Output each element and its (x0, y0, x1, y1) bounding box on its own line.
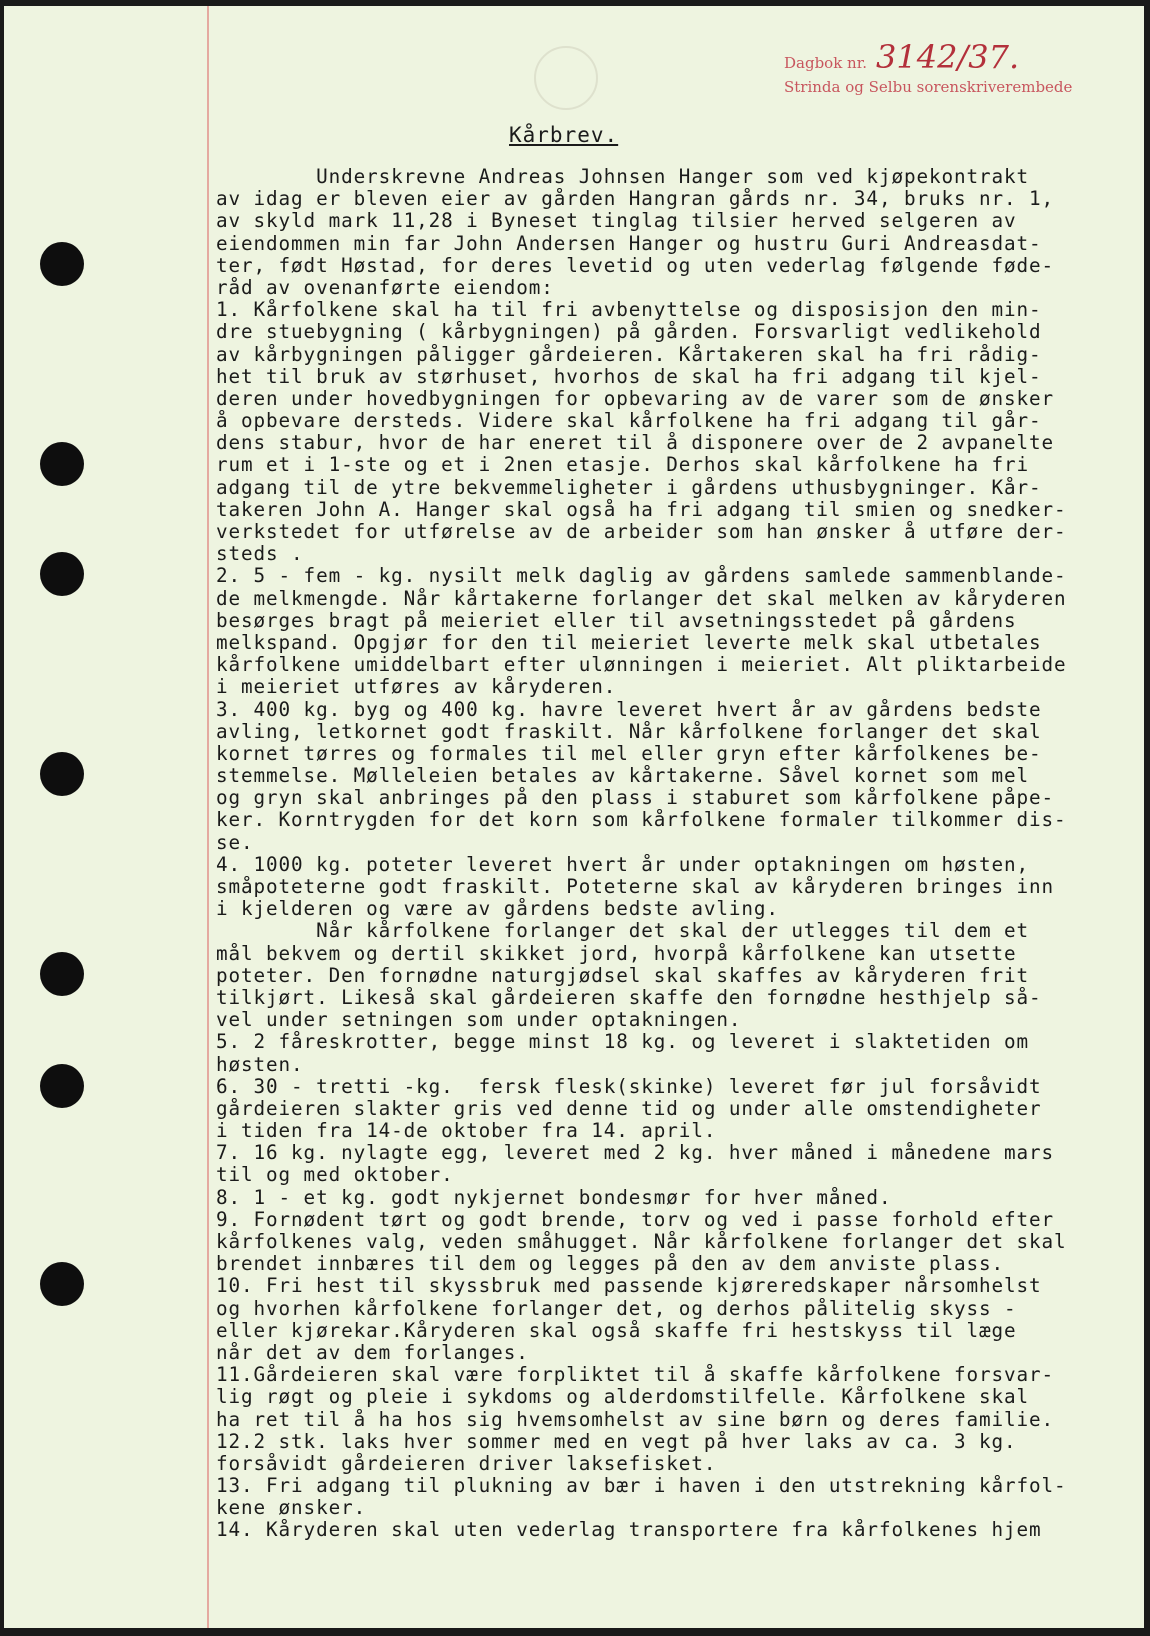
text-line: se. (216, 831, 254, 854)
text-line: brendet innbæres til dem og legges på den av dem anviste plass. (216, 1253, 1005, 1276)
text-line: melkspand. Opgjør for den til meieriet leverte melk skal utbetales (216, 631, 1042, 654)
binder-hole (40, 1262, 84, 1306)
binder-hole (40, 442, 84, 486)
text-line: adgang til de ytre bekvemmeligheter i gårdens uthusbygninger. Kår- (216, 476, 1042, 499)
text-line: småpoteterne godt fraskilt. Poteterne skal av kåryderen bringes inn (216, 876, 1055, 898)
stamp-office: Strinda og Selbu sorenskriverembede (784, 78, 1073, 96)
text-line: Underskrevne Andreas Johnsen Hanger som ved kjøpekontrakt (216, 166, 1030, 188)
text-line: og hvorhen kårfolkene forlanger det, og derhos pålitelig skyss - (216, 1297, 1017, 1320)
text-line: de melkmengde. Når kårtakerne forlanger det skal melken av kåryderen (216, 587, 1067, 610)
text-line: besørges bragt på meieriet eller til avsetningsstedet på gårdens (216, 609, 1017, 632)
text-line: het til bruk av størhuset, hvorhos de skal ha fri adgang til kjel- (216, 365, 1042, 388)
margin-rule (207, 6, 209, 1628)
binder-hole (40, 952, 84, 996)
text-line: råd av ovenanførte eiendom: (216, 276, 554, 299)
text-line: rum et i 1-ste og et i 2nen etasje. Derhos skal kårfolkene ha fri (216, 454, 1030, 477)
text-line: 2. 5 - fem - kg. nysilt melk daglig av gårdens samlede sammenblande- (216, 565, 1067, 588)
text-line: 4. 1000 kg. poteter leveret hvert år under optakningen om høsten, (216, 853, 1030, 876)
text-line: i tiden fra 14-de oktober fra 14. april. (216, 1120, 717, 1143)
text-line: eiendommen min far John Andersen Hanger og hustru Guri Andreasdat- (216, 232, 1042, 255)
document-body (216, 166, 1144, 1542)
stamp-journal-prefix: Dagbok nr. (784, 54, 868, 72)
text-line: 3. 400 kg. byg og 400 kg. havre leveret hvert år av gårdens bedste (216, 698, 1042, 721)
text-line: 1. Kårfolkene skal ha til fri avbenyttelse og disposisjon den min- (216, 299, 1042, 322)
binder-hole (40, 242, 84, 286)
text-line: dens stabur, hvor de har eneret til å disponere over de 2 avpanelte (216, 432, 1055, 455)
document-page (4, 6, 1144, 1628)
text-line: stemmelse. Mølleleien betales av kårtakerne. Såvel kornet som mel (216, 765, 1030, 788)
text-line: 7. 16 kg. nylagte egg, leveret med 2 kg. hver måned i månedene mars (216, 1142, 1055, 1165)
text-line: forsåvidt gårdeieren driver laksefisket. (216, 1452, 717, 1475)
text-line: avling, letkornet godt fraskilt. Når kårfolkene forlanger det skal (216, 720, 1042, 743)
binder-hole (40, 1064, 84, 1108)
text-line: verkstedet for utførelse av de arbeider som han ønsker å utføre der- (216, 521, 1067, 543)
text-line: 8. 1 - et kg. godt nykjernet bondesmør for hver måned. (216, 1186, 892, 1209)
text-line: poteter. Den fornødne naturgjødsel skal skaffes av kåryderen frit (216, 964, 1030, 987)
text-line: gårdeieren slakter gris ved denne tid og under alle omstendigheter (216, 1097, 1042, 1120)
text-line: deren under hovedbygningen for opbevaring av de varer som de ønsker (216, 387, 1055, 410)
text-line: 6. 30 - tretti -kg. fersk flesk(skinke) leveret før jul forsåvidt (216, 1075, 1042, 1098)
text-line: 11.Gårdeieren skal være forpliktet til å skaffe kårfolkene forsvar- (216, 1364, 1055, 1387)
text-line: i meieriet utføres av kåryderen. (216, 676, 617, 699)
text-line: lig røgt og pleie i sykdoms og alderdomstilfelle. Kårfolkene skal (216, 1386, 1030, 1409)
text-line: av idag er bleven eier av gården Hangran gårds nr. 34, bruks nr. 1, (216, 188, 1055, 211)
text-line: kårfolkenes valg, veden småhugget. Når kårfolkene forlanger det skal (216, 1231, 1067, 1253)
text-line: 13. Fri adgang til plukning av bær i haven i den utstrekning kårfol- (216, 1475, 1067, 1498)
binder-holes (4, 6, 154, 1628)
text-line: mål bekvem og dertil skikket jord, hvorpå kårfolkene kan utsette (216, 942, 1017, 965)
text-line: å opbevare dersteds. Videre skal kårfolkene ha fri adgang til går- (216, 410, 1042, 433)
text-line: 10. Fri hest til skyssbruk med passende kjøreredskaper nårsomhelst (216, 1275, 1042, 1298)
faint-stamp-mark (534, 46, 598, 110)
text-line: kårfolkene umiddelbart efter ulønningen i meieriet. Alt pliktarbeide (216, 654, 1067, 677)
text-line: når det av dem forlanges. (216, 1341, 529, 1364)
text-line: Når kårfolkene forlanger det skal der utlegges til dem et (216, 920, 1030, 943)
text-line: høsten. (216, 1053, 304, 1076)
text-line: av kårbygningen påligger gårdeieren. Kårtakeren skal ha fri rådig- (216, 343, 1042, 366)
binder-hole (40, 552, 84, 596)
text-line: eller kjørekar.Kåryderen skal også skaffe fri hestskyss til læge (216, 1319, 1017, 1342)
text-line: ter, født Høstad, for deres levetid og uten vederlag følgende føde- (216, 254, 1055, 277)
text-line: ker. Korntrygden for det korn som kårfolkene formaler tilkommer dis- (216, 809, 1067, 832)
registry-stamp (784, 26, 1124, 96)
text-line: ha ret til å ha hos sig hvemsomhelst av sine børn og deres familie. (216, 1408, 1055, 1431)
text-line: kene ønsker. (216, 1497, 367, 1520)
stamp-journal-number: 3142/37. (876, 38, 1020, 76)
document-title: Kårbrev. (509, 123, 619, 147)
text-line: kornet tørres og formales til mel eller gryn efter kårfolkenes be- (216, 742, 1042, 765)
text-line: i kjelderen og være av gårdens bedste avling. (216, 898, 779, 921)
text-line: tilkjørt. Likeså skal gårdeieren skaffe den fornødne hesthjelp så- (216, 986, 1042, 1009)
text-line: 12.2 stk. laks hver sommer med en vegt på hver laks av ca. 3 kg. (216, 1430, 1017, 1453)
binder-hole (40, 752, 84, 796)
text-line: til og med oktober. (216, 1164, 454, 1187)
text-line: av skyld mark 11,28 i Byneset tinglag tilsier herved selgeren av (216, 210, 1017, 233)
text-line: og gryn skal anbringes på den plass i staburet som kårfolkene påpe- (216, 787, 1055, 810)
text-line: 5. 2 fåreskrotter, begge minst 18 kg. og leveret i slaktetiden om (216, 1031, 1030, 1054)
text-line: 9. Fornødent tørt og godt brende, torv og ved i passe forhold efter (216, 1208, 1055, 1231)
text-line: takeren John A. Hanger skal også ha fri adgang til smien og snedker- (216, 498, 1067, 521)
text-line: dre stuebygning ( kårbygningen) på gården. Forsvarligt vedlikehold (216, 321, 1042, 344)
text-line: steds . (216, 543, 304, 566)
text-line: vel under setningen som under optakningen. (216, 1009, 742, 1032)
text-line: 14. Kåryderen skal uten vederlag transportere fra kårfolkenes hjem (216, 1519, 1042, 1542)
